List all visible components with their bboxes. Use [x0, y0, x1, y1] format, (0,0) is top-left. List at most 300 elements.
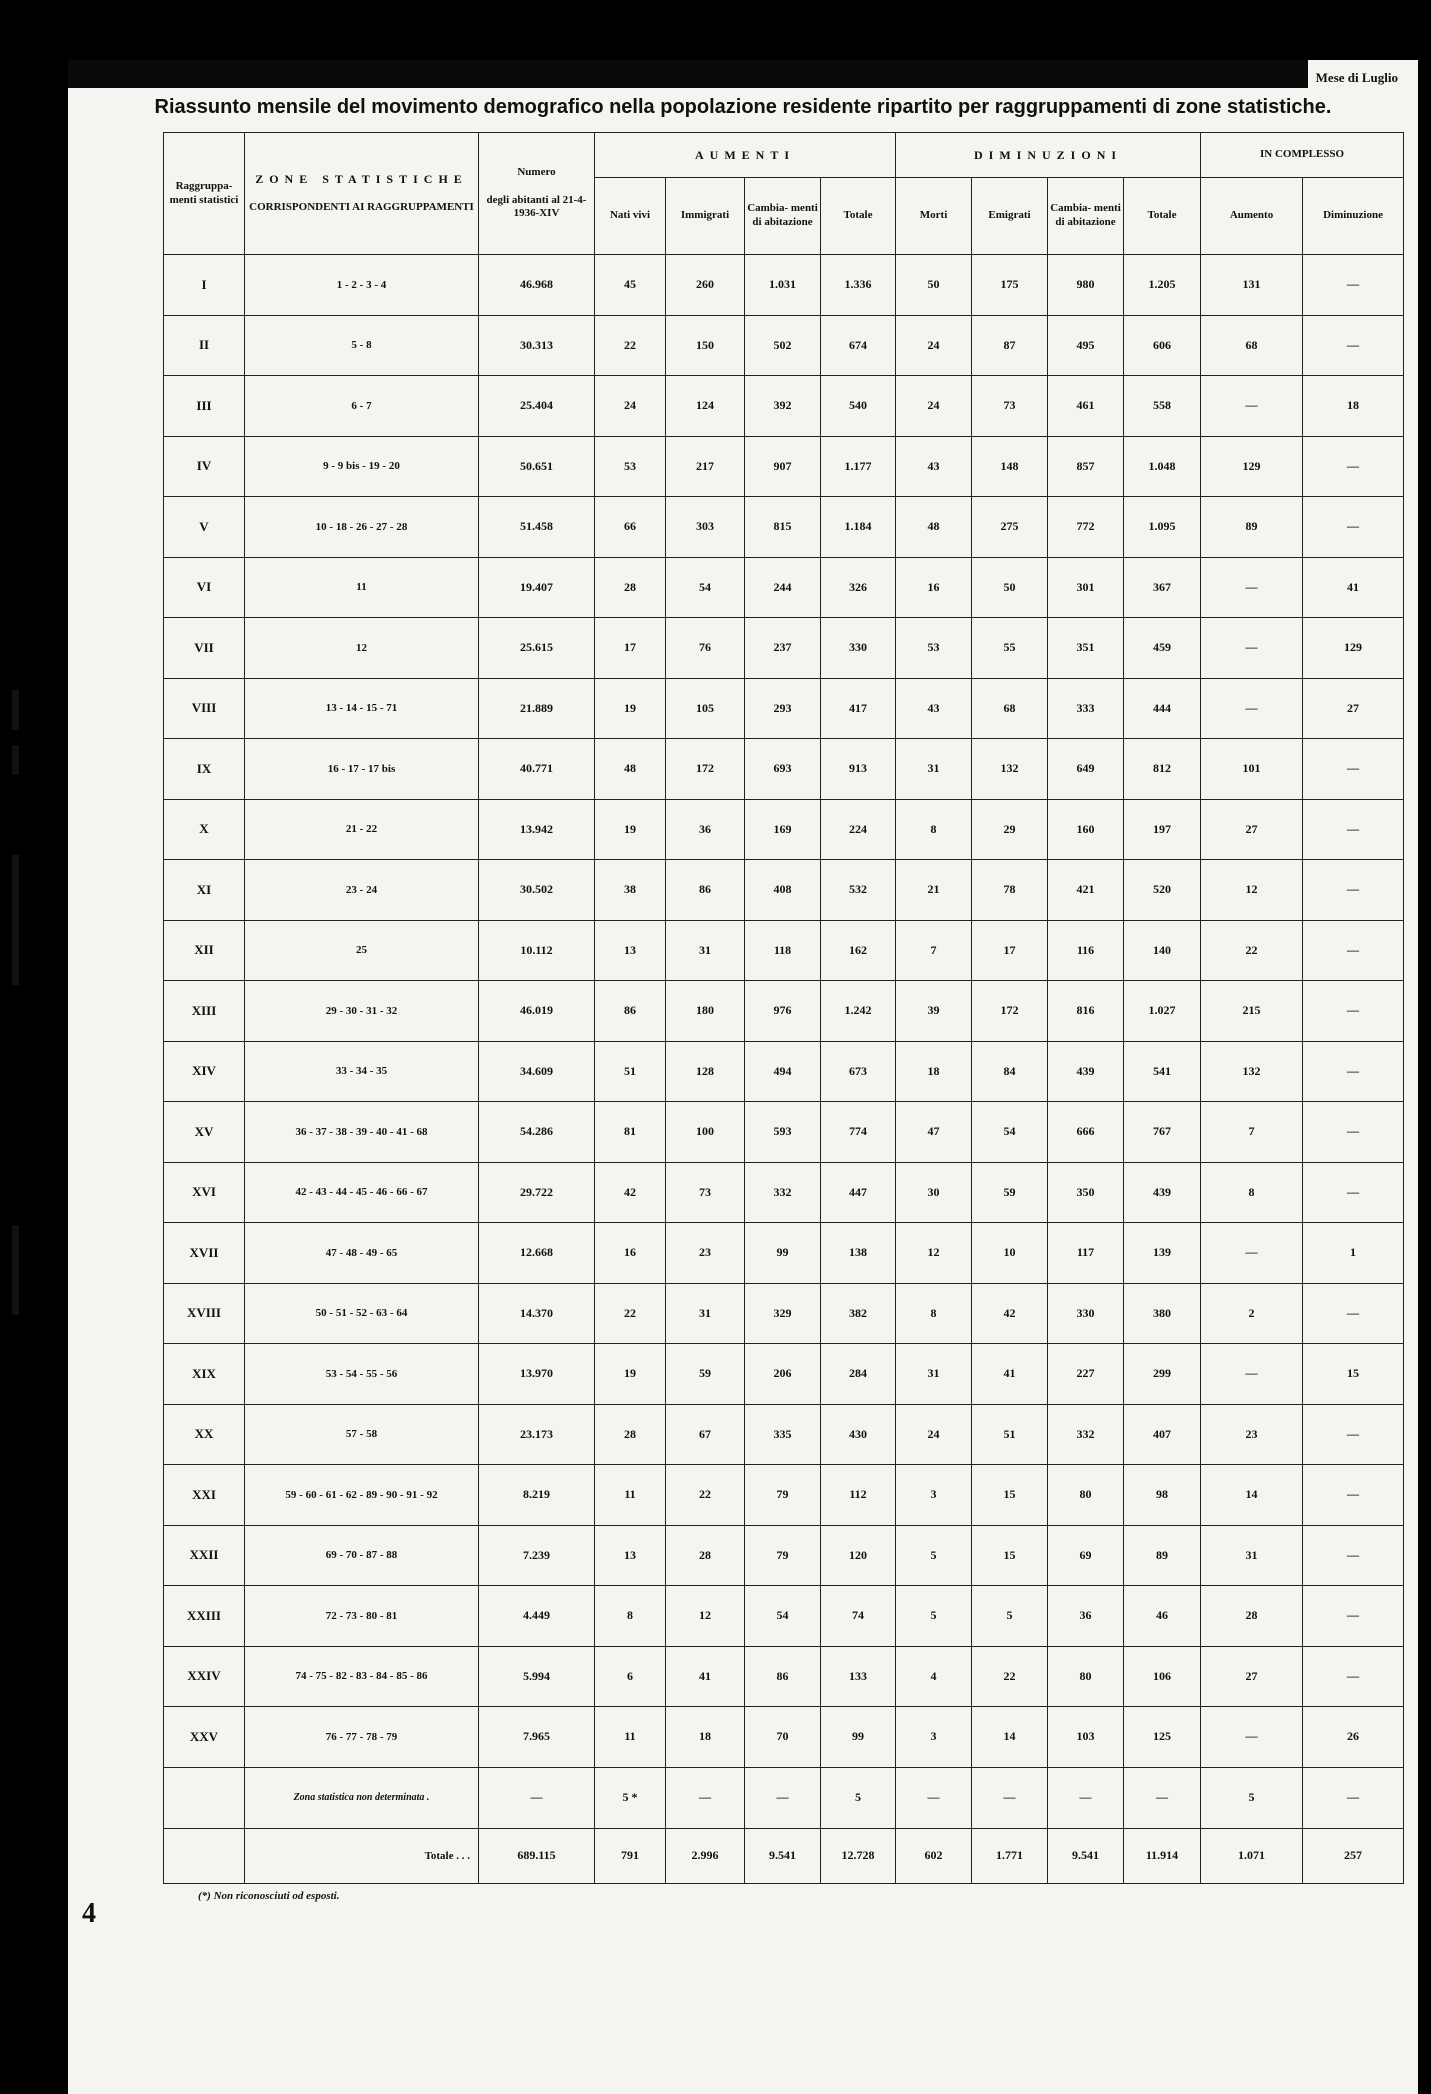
immigrati-cell: 124 — [666, 376, 745, 437]
totale-in-cell: 382 — [821, 1283, 896, 1344]
aumento-cell: 12 — [1201, 860, 1303, 921]
zones-cell: 10 - 18 - 26 - 27 - 28 — [245, 497, 479, 558]
group-cell: XVIII — [164, 1283, 245, 1344]
zones-cell: Zona statistica non determinata . — [245, 1767, 479, 1828]
nati-cell: 28 — [595, 557, 666, 618]
diminuzione-cell: — — [1303, 497, 1404, 558]
morti-cell: 3 — [896, 1465, 972, 1526]
aumento-cell: — — [1201, 1344, 1303, 1405]
zones-cell: 5 - 8 — [245, 315, 479, 376]
totale-out-cell: 11.914 — [1124, 1828, 1201, 1883]
immigrati-cell: 59 — [666, 1344, 745, 1405]
table-row — [164, 739, 1404, 800]
nati-cell: 53 — [595, 436, 666, 497]
cambi-in-cell: 329 — [745, 1283, 821, 1344]
emigrati-cell: 73 — [972, 376, 1048, 437]
emigrati-cell: 17 — [972, 920, 1048, 981]
totale-in-cell: 330 — [821, 618, 896, 679]
population-cell: 30.313 — [479, 315, 595, 376]
aumento-cell: — — [1201, 557, 1303, 618]
diminuzione-cell: — — [1303, 1525, 1404, 1586]
zones-cell: 36 - 37 - 38 - 39 - 40 - 41 - 68 — [245, 1102, 479, 1163]
totale-out-cell: 1.095 — [1124, 497, 1201, 558]
morti-cell: 24 — [896, 376, 972, 437]
col-header-zones — [245, 133, 479, 255]
nati-cell: 6 — [595, 1646, 666, 1707]
diminuzione-cell: — — [1303, 920, 1404, 981]
diminuzione-cell: 26 — [1303, 1707, 1404, 1768]
morti-cell: 31 — [896, 1344, 972, 1405]
population-cell: 21.889 — [479, 678, 595, 739]
population-cell: — — [479, 1767, 595, 1828]
immigrati-cell: 67 — [666, 1404, 745, 1465]
table-row — [164, 1465, 1404, 1526]
immigrati-cell: 31 — [666, 920, 745, 981]
zones-cell: 21 - 22 — [245, 799, 479, 860]
table-row — [164, 1646, 1404, 1707]
morti-cell: 3 — [896, 1707, 972, 1768]
morti-cell: 8 — [896, 799, 972, 860]
aumento-cell: 22 — [1201, 920, 1303, 981]
cambi-out-cell: 69 — [1048, 1525, 1124, 1586]
table-row — [164, 1707, 1404, 1768]
aumento-cell: 215 — [1201, 981, 1303, 1042]
diminuzione-cell: — — [1303, 1767, 1404, 1828]
totale-in-cell: 540 — [821, 376, 896, 437]
cambi-in-cell: 70 — [745, 1707, 821, 1768]
population-cell: 29.722 — [479, 1162, 595, 1223]
population-cell: 25.404 — [479, 376, 595, 437]
table-row — [164, 255, 1404, 316]
aumento-cell: 7 — [1201, 1102, 1303, 1163]
table-row — [164, 860, 1404, 921]
table-row — [164, 1344, 1404, 1405]
aumento-cell: 129 — [1201, 436, 1303, 497]
morti-cell: 43 — [896, 678, 972, 739]
morti-cell: 16 — [896, 557, 972, 618]
diminuzione-cell: — — [1303, 981, 1404, 1042]
emigrati-cell: 148 — [972, 436, 1048, 497]
nati-cell: 11 — [595, 1707, 666, 1768]
totale-in-cell: 913 — [821, 739, 896, 800]
aumento-cell: 5 — [1201, 1767, 1303, 1828]
nati-cell: 22 — [595, 1283, 666, 1344]
population-subtitle: degli abitanti al 21-4-1936-XIV — [486, 193, 587, 220]
population-cell: 51.458 — [479, 497, 595, 558]
zones-cell: 11 — [245, 557, 479, 618]
col-header-immigrati: Immigrati — [666, 178, 745, 255]
totale-out-cell: — — [1124, 1767, 1201, 1828]
table-row — [164, 436, 1404, 497]
group-cell: XXII — [164, 1525, 245, 1586]
zones-cell: 57 - 58 — [245, 1404, 479, 1465]
totale-out-cell: 606 — [1124, 315, 1201, 376]
table-row — [164, 1162, 1404, 1223]
cambi-out-cell: 80 — [1048, 1465, 1124, 1526]
nati-cell: 19 — [595, 1344, 666, 1405]
totale-out-cell: 459 — [1124, 618, 1201, 679]
cambi-in-cell: 408 — [745, 860, 821, 921]
cambi-in-cell: 1.031 — [745, 255, 821, 316]
population-cell: 14.370 — [479, 1283, 595, 1344]
cambi-in-cell: 494 — [745, 1041, 821, 1102]
group-cell: XXIII — [164, 1586, 245, 1647]
cambi-in-cell: 206 — [745, 1344, 821, 1405]
morti-cell: 31 — [896, 739, 972, 800]
totale-in-cell: 284 — [821, 1344, 896, 1405]
document-page — [68, 60, 1418, 2094]
aumento-cell: — — [1201, 1707, 1303, 1768]
totale-in-cell: 430 — [821, 1404, 896, 1465]
morti-cell: 47 — [896, 1102, 972, 1163]
immigrati-cell: 128 — [666, 1041, 745, 1102]
population-cell: 34.609 — [479, 1041, 595, 1102]
cambi-out-cell: 333 — [1048, 678, 1124, 739]
cambi-out-cell: 461 — [1048, 376, 1124, 437]
emigrati-cell: 175 — [972, 255, 1048, 316]
emigrati-cell: 42 — [972, 1283, 1048, 1344]
table-row — [164, 799, 1404, 860]
cambi-in-cell: — — [745, 1767, 821, 1828]
morti-cell: 8 — [896, 1283, 972, 1344]
morti-cell: 5 — [896, 1525, 972, 1586]
immigrati-cell: 217 — [666, 436, 745, 497]
nati-cell: 19 — [595, 799, 666, 860]
cambi-out-cell: 301 — [1048, 557, 1124, 618]
diminuzione-cell: — — [1303, 739, 1404, 800]
group-cell: IV — [164, 436, 245, 497]
zones-cell: 47 - 48 - 49 - 65 — [245, 1223, 479, 1284]
zones-title: ZONE STATISTICHE — [255, 172, 468, 187]
cambi-in-cell: 815 — [745, 497, 821, 558]
immigrati-cell: 22 — [666, 1465, 745, 1526]
totale-in-cell: 1.336 — [821, 255, 896, 316]
nati-cell: 11 — [595, 1465, 666, 1526]
emigrati-cell: 132 — [972, 739, 1048, 800]
group-cell: VIII — [164, 678, 245, 739]
scan-top-strip — [68, 60, 1308, 88]
cambi-in-cell: 693 — [745, 739, 821, 800]
cambi-in-cell: 332 — [745, 1162, 821, 1223]
cambi-out-cell: 351 — [1048, 618, 1124, 679]
emigrati-cell: 59 — [972, 1162, 1048, 1223]
aumento-cell: 2 — [1201, 1283, 1303, 1344]
emigrati-cell: 14 — [972, 1707, 1048, 1768]
emigrati-cell: 10 — [972, 1223, 1048, 1284]
not-determined-row — [164, 1767, 1404, 1828]
immigrati-cell: 105 — [666, 678, 745, 739]
totale-out-cell: 541 — [1124, 1041, 1201, 1102]
table-row — [164, 557, 1404, 618]
totale-in-cell: 674 — [821, 315, 896, 376]
cambi-out-cell: 816 — [1048, 981, 1124, 1042]
totale-out-cell: 197 — [1124, 799, 1201, 860]
immigrati-cell: 180 — [666, 981, 745, 1042]
zones-cell: 76 - 77 - 78 - 79 — [245, 1707, 479, 1768]
group-cell: III — [164, 376, 245, 437]
morti-cell: 24 — [896, 1404, 972, 1465]
immigrati-cell: 41 — [666, 1646, 745, 1707]
zones-cell: 59 - 60 - 61 - 62 - 89 - 90 - 91 - 92 — [245, 1465, 479, 1526]
totale-out-cell: 1.205 — [1124, 255, 1201, 316]
immigrati-cell: 76 — [666, 618, 745, 679]
cambi-in-cell: 335 — [745, 1404, 821, 1465]
scan-edge-mark — [12, 690, 19, 730]
cambi-out-cell: 857 — [1048, 436, 1124, 497]
totale-out-cell: 98 — [1124, 1465, 1201, 1526]
diminuzione-cell: 1 — [1303, 1223, 1404, 1284]
diminuzione-cell: — — [1303, 1404, 1404, 1465]
aumento-cell: — — [1201, 376, 1303, 437]
population-cell: 13.970 — [479, 1344, 595, 1405]
aumento-cell: — — [1201, 678, 1303, 739]
zones-cell: Totale . . . — [245, 1828, 479, 1883]
cambi-out-cell: 80 — [1048, 1646, 1124, 1707]
zones-cell: 50 - 51 - 52 - 63 - 64 — [245, 1283, 479, 1344]
immigrati-cell: 36 — [666, 799, 745, 860]
totale-in-cell: 5 — [821, 1767, 896, 1828]
col-group-aumenti: AUMENTI — [595, 133, 896, 178]
zones-cell: 16 - 17 - 17 bis — [245, 739, 479, 800]
page-number: 4 — [82, 1898, 96, 1929]
table-row — [164, 618, 1404, 679]
zones-cell: 72 - 73 - 80 - 81 — [245, 1586, 479, 1647]
totale-in-cell: 133 — [821, 1646, 896, 1707]
totale-in-cell: 74 — [821, 1586, 896, 1647]
population-cell: 8.219 — [479, 1465, 595, 1526]
col-header-nati: Nati vivi — [595, 178, 666, 255]
emigrati-cell: 15 — [972, 1525, 1048, 1586]
table-row — [164, 1283, 1404, 1344]
col-header-group: Raggruppa- menti statistici — [164, 133, 245, 255]
aumento-cell: 14 — [1201, 1465, 1303, 1526]
cambi-in-cell: 502 — [745, 315, 821, 376]
group-cell: XVII — [164, 1223, 245, 1284]
morti-cell: 21 — [896, 860, 972, 921]
col-group-diminuzioni: DIMINUZIONI — [896, 133, 1201, 178]
cambi-out-cell: 980 — [1048, 255, 1124, 316]
cambi-in-cell: 99 — [745, 1223, 821, 1284]
diminuzione-cell: — — [1303, 1646, 1404, 1707]
diminuzione-cell: 41 — [1303, 557, 1404, 618]
table-row — [164, 920, 1404, 981]
cambi-out-cell: 103 — [1048, 1707, 1124, 1768]
group-cell: XIV — [164, 1041, 245, 1102]
emigrati-cell: — — [972, 1767, 1048, 1828]
totale-out-cell: 367 — [1124, 557, 1201, 618]
col-header-emigrati: Emigrati — [972, 178, 1048, 255]
aumento-cell: 68 — [1201, 315, 1303, 376]
cambi-in-cell: 293 — [745, 678, 821, 739]
totale-out-cell: 444 — [1124, 678, 1201, 739]
diminuzione-cell: — — [1303, 436, 1404, 497]
cambi-in-cell: 593 — [745, 1102, 821, 1163]
totale-out-cell: 380 — [1124, 1283, 1201, 1344]
totale-out-cell: 812 — [1124, 739, 1201, 800]
totale-out-cell: 89 — [1124, 1525, 1201, 1586]
aumento-cell: 23 — [1201, 1404, 1303, 1465]
zones-cell: 1 - 2 - 3 - 4 — [245, 255, 479, 316]
population-cell: 54.286 — [479, 1102, 595, 1163]
group-cell: XVI — [164, 1162, 245, 1223]
morti-cell: 53 — [896, 618, 972, 679]
cambi-in-cell: 79 — [745, 1465, 821, 1526]
totale-out-cell: 46 — [1124, 1586, 1201, 1647]
nati-cell: 8 — [595, 1586, 666, 1647]
group-cell — [164, 1767, 245, 1828]
population-cell: 5.994 — [479, 1646, 595, 1707]
diminuzione-cell: — — [1303, 1465, 1404, 1526]
immigrati-cell: 2.996 — [666, 1828, 745, 1883]
totale-in-cell: 162 — [821, 920, 896, 981]
group-cell: I — [164, 255, 245, 316]
diminuzione-cell: 15 — [1303, 1344, 1404, 1405]
immigrati-cell: — — [666, 1767, 745, 1828]
immigrati-cell: 303 — [666, 497, 745, 558]
totale-in-cell: 326 — [821, 557, 896, 618]
cambi-out-cell: 117 — [1048, 1223, 1124, 1284]
col-header-population — [479, 133, 595, 255]
nati-cell: 19 — [595, 678, 666, 739]
nati-cell: 45 — [595, 255, 666, 316]
group-cell: V — [164, 497, 245, 558]
emigrati-cell: 15 — [972, 1465, 1048, 1526]
footnote: (*) Non riconosciuti od esposti. — [198, 1890, 340, 1902]
table-row — [164, 1041, 1404, 1102]
nati-cell: 38 — [595, 860, 666, 921]
aumento-cell: 8 — [1201, 1162, 1303, 1223]
nati-cell: 13 — [595, 1525, 666, 1586]
table-row — [164, 1223, 1404, 1284]
totale-out-cell: 299 — [1124, 1344, 1201, 1405]
population-cell: 30.502 — [479, 860, 595, 921]
table-row — [164, 981, 1404, 1042]
population-cell: 23.173 — [479, 1404, 595, 1465]
nati-cell: 66 — [595, 497, 666, 558]
emigrati-cell: 55 — [972, 618, 1048, 679]
totale-in-cell: 138 — [821, 1223, 896, 1284]
totale-out-cell: 106 — [1124, 1646, 1201, 1707]
morti-cell: 48 — [896, 497, 972, 558]
morti-cell: — — [896, 1767, 972, 1828]
totale-in-cell: 12.728 — [821, 1828, 896, 1883]
aumento-cell: 27 — [1201, 799, 1303, 860]
cambi-out-cell: 332 — [1048, 1404, 1124, 1465]
immigrati-cell: 23 — [666, 1223, 745, 1284]
morti-cell: 5 — [896, 1586, 972, 1647]
cambi-out-cell: — — [1048, 1767, 1124, 1828]
nati-cell: 13 — [595, 920, 666, 981]
cambi-out-cell: 350 — [1048, 1162, 1124, 1223]
morti-cell: 43 — [896, 436, 972, 497]
group-cell: VI — [164, 557, 245, 618]
population-title: Numero — [517, 165, 556, 178]
month-label: Mese di Luglio — [1315, 70, 1398, 85]
population-cell: 40.771 — [479, 739, 595, 800]
emigrati-cell: 68 — [972, 678, 1048, 739]
nati-cell: 5 * — [595, 1767, 666, 1828]
immigrati-cell: 100 — [666, 1102, 745, 1163]
emigrati-cell: 1.771 — [972, 1828, 1048, 1883]
cambi-in-cell: 54 — [745, 1586, 821, 1647]
diminuzione-cell: — — [1303, 1162, 1404, 1223]
immigrati-cell: 12 — [666, 1586, 745, 1647]
cambi-in-cell: 9.541 — [745, 1828, 821, 1883]
cambi-in-cell: 392 — [745, 376, 821, 437]
population-cell: 7.239 — [479, 1525, 595, 1586]
aumento-cell: 132 — [1201, 1041, 1303, 1102]
totale-in-cell: 1.184 — [821, 497, 896, 558]
total-row — [164, 1828, 1404, 1883]
diminuzione-cell: — — [1303, 799, 1404, 860]
group-cell: XIII — [164, 981, 245, 1042]
group-cell: XV — [164, 1102, 245, 1163]
totale-in-cell: 774 — [821, 1102, 896, 1163]
population-cell: 7.965 — [479, 1707, 595, 1768]
col-group-complesso: IN COMPLESSO — [1201, 133, 1404, 178]
group-cell: VII — [164, 618, 245, 679]
table-row — [164, 1404, 1404, 1465]
diminuzione-cell: 27 — [1303, 678, 1404, 739]
morti-cell: 602 — [896, 1828, 972, 1883]
group-cell: XXV — [164, 1707, 245, 1768]
nati-cell: 28 — [595, 1404, 666, 1465]
cambi-out-cell: 649 — [1048, 739, 1124, 800]
aumento-cell: 27 — [1201, 1646, 1303, 1707]
zones-subtitle: CORRISPONDENTI AI RAGGRUPPAMENTI — [249, 201, 474, 214]
immigrati-cell: 172 — [666, 739, 745, 800]
totale-in-cell: 1.177 — [821, 436, 896, 497]
population-cell: 50.651 — [479, 436, 595, 497]
population-cell: 10.112 — [479, 920, 595, 981]
aumento-cell: 28 — [1201, 1586, 1303, 1647]
immigrati-cell: 260 — [666, 255, 745, 316]
population-cell: 13.942 — [479, 799, 595, 860]
immigrati-cell: 28 — [666, 1525, 745, 1586]
cambi-in-cell: 86 — [745, 1646, 821, 1707]
nati-cell: 22 — [595, 315, 666, 376]
col-header-diminuzione: Diminuzione — [1303, 178, 1404, 255]
emigrati-cell: 78 — [972, 860, 1048, 921]
group-cell: II — [164, 315, 245, 376]
totale-in-cell: 99 — [821, 1707, 896, 1768]
diminuzione-cell: 129 — [1303, 618, 1404, 679]
table-row — [164, 678, 1404, 739]
emigrati-cell: 50 — [972, 557, 1048, 618]
cambi-out-cell: 36 — [1048, 1586, 1124, 1647]
aumento-cell: — — [1201, 618, 1303, 679]
totale-in-cell: 673 — [821, 1041, 896, 1102]
aumento-cell: — — [1201, 1223, 1303, 1284]
totale-out-cell: 439 — [1124, 1162, 1201, 1223]
col-header-totale-diminuzioni: Totale — [1124, 178, 1201, 255]
totale-out-cell: 520 — [1124, 860, 1201, 921]
aumento-cell: 101 — [1201, 739, 1303, 800]
totale-out-cell: 407 — [1124, 1404, 1201, 1465]
immigrati-cell: 86 — [666, 860, 745, 921]
diminuzione-cell: — — [1303, 1283, 1404, 1344]
table-row — [164, 376, 1404, 437]
population-cell: 46.968 — [479, 255, 595, 316]
cambi-out-cell: 227 — [1048, 1344, 1124, 1405]
morti-cell: 24 — [896, 315, 972, 376]
emigrati-cell: 22 — [972, 1646, 1048, 1707]
immigrati-cell: 54 — [666, 557, 745, 618]
cambi-out-cell: 9.541 — [1048, 1828, 1124, 1883]
totale-out-cell: 767 — [1124, 1102, 1201, 1163]
demographic-table — [163, 132, 1404, 1884]
group-cell: XII — [164, 920, 245, 981]
